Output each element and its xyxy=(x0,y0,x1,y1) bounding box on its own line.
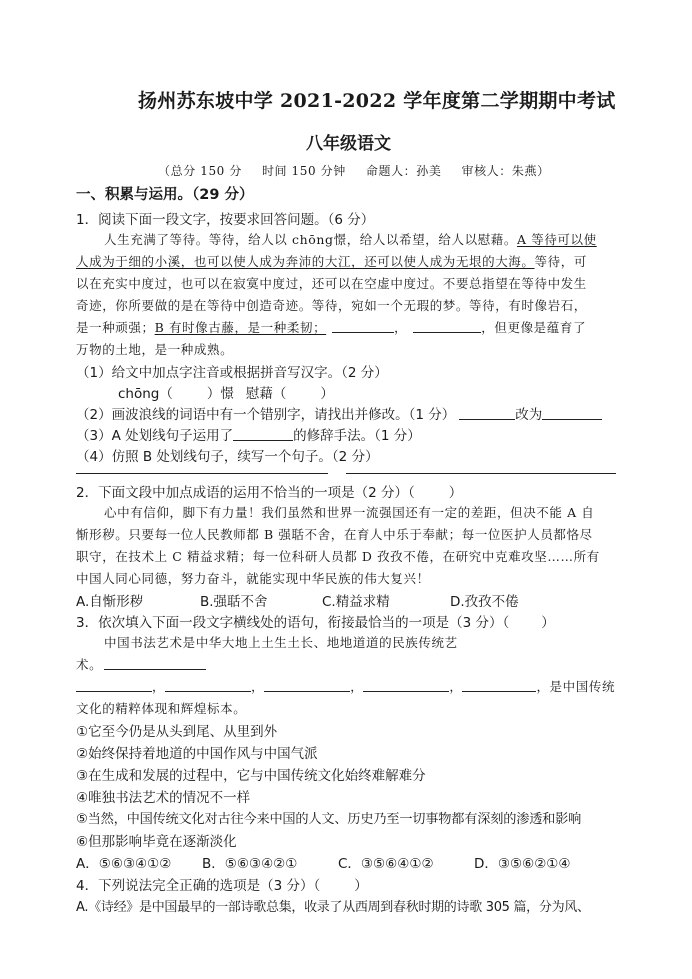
q3-choice-d[interactable]: D．③⑤⑥②①④ xyxy=(474,856,571,872)
q3-passage-line xyxy=(76,655,206,673)
q1-sub3-blank[interactable] xyxy=(233,428,293,441)
q3-item: ③在生成和发展的过程中，它与中国传统文化始终难解难分 xyxy=(76,768,426,784)
q4-option-a[interactable]: A.《诗经》是中国最早的一部诗歌总集，收录了从西周到春秋时期的诗歌 305 篇，分为风、 xyxy=(76,900,590,915)
q1-sub2-blank[interactable] xyxy=(459,407,515,420)
q1-sub3-text: （3）A 处划线句子运用了 xyxy=(76,428,234,444)
q2-option-c[interactable]: C.精益求精 xyxy=(322,594,390,610)
q4-stem xyxy=(76,874,368,894)
q2-stem-text: 2．下面文段中加点成语的运用不恰当的一项是（2 分）（ xyxy=(76,485,415,501)
q3-choice-c[interactable]: C．③⑤⑥④①② xyxy=(338,856,434,872)
q2-passage-line: 惭形秽。只要每一位人民教师都 B 强聒不舍，在育人中乐于奉献；每一位医护人员都恪尽 xyxy=(76,527,593,542)
q1-sub2-blank[interactable] xyxy=(542,407,602,420)
q1-passage-line: 万物的土地，是一种成熟。 xyxy=(76,342,234,357)
q3-stem xyxy=(76,611,555,631)
q1-passage-text: 是一种顽强； xyxy=(76,320,155,335)
q1-sub1-close: ） xyxy=(320,386,334,402)
q1-sub2-text: （2）画波浪线的词语中有一个错别字，请找出并修改。（1 分） xyxy=(76,407,456,423)
q2-option-d[interactable]: D.孜孜不倦 xyxy=(450,594,519,610)
q2-stem xyxy=(76,481,462,501)
q1-sub1-pinyin: chōng（ xyxy=(118,386,173,402)
q1-sentence-b: B 有时像古藤，是一种柔韧； xyxy=(154,320,327,335)
q1-sub3 xyxy=(76,424,421,444)
q2-passage-line: 职守，在技术上 C 精益求精；每一位科研人员都 D 孜孜不倦，在研究中克难攻坚……所有 xyxy=(76,549,600,564)
q3-fill-blank[interactable] xyxy=(462,679,536,692)
meta-reviewer: 审核人：朱燕） xyxy=(461,164,550,178)
q4-stem-close: ） xyxy=(354,878,368,894)
q1-sentence-a: A 等待可以使 xyxy=(517,232,597,247)
q1-sub1-word2: 慰藉（ xyxy=(245,386,287,402)
q1-sub3-text2: 的修辞手法。（1 分） xyxy=(293,428,421,444)
section-heading: 一、积累与运用。（29 分） xyxy=(76,187,254,203)
q4-stem-text: 4．下列说法完全正确的选项是（3 分）（ xyxy=(76,878,321,894)
q3-fill-blank[interactable] xyxy=(165,679,251,692)
q1-answer-blank[interactable] xyxy=(332,320,394,333)
q3-stem-text: 3．依次填入下面一段文字横线处的语句，衔接最恰当的一项是（3 分）（ xyxy=(76,615,510,631)
q2-passage-line: 中国人同心同德，努力奋斗，就能实现中华民族的伟大复兴！ xyxy=(76,571,430,586)
q3-fill-blank[interactable] xyxy=(264,679,350,692)
q1-passage-text: ，但更像是蕴育了 xyxy=(481,320,587,335)
q1-passage-text: 等待，可 xyxy=(534,254,587,269)
q3-item: ④唯独书法艺术的情况不一样 xyxy=(76,790,251,806)
q1-passage-line xyxy=(76,318,586,336)
q2-passage-line: 心中有信仰，脚下有力量！我们虽然和世界一流强国还有一定的差距，但决不能 A 自 xyxy=(104,505,595,520)
q3-choice-b[interactable]: B．⑤⑥③④②① xyxy=(202,856,298,872)
q3-passage-text: ，是中国传统 xyxy=(536,679,616,694)
q3-item: ①它至今仍是从头到尾、从里到外 xyxy=(76,724,278,740)
q1-sub4-answer-line[interactable] xyxy=(76,473,328,474)
q1-passage-line: 奇迹，你所要做的是在等待中创造奇迹。等待，宛如一个无瑕的梦。等待，有时像岩石， xyxy=(76,298,587,313)
q1-sub1: （1）给文中加点字注音或根据拼音写汉字。（2 分） xyxy=(76,365,388,381)
q1-passage-text: 人生充满了等待。等待，给人以 chōng憬，给人以希望，给人以慰藉。 xyxy=(104,232,518,247)
q1-sub1-word: ）憬 xyxy=(206,386,234,402)
q3-stem-close: ） xyxy=(541,615,555,631)
q3-passage-line: 文化的精粹体现和辉煌标本。 xyxy=(76,701,247,716)
q1-sentence-a-cont: 人成为于细的小溪，也可以使人成为奔沛的大江，还可以使人成为无垠的大海。 xyxy=(76,254,535,269)
q3-passage-text: 术。 xyxy=(76,657,103,672)
q3-fill-blank[interactable] xyxy=(76,679,152,692)
exam-meta xyxy=(158,162,550,179)
q3-passage-line: ， ， ， ， ，是中国传统 xyxy=(76,677,615,695)
q1-answer-blank[interactable] xyxy=(413,320,481,333)
q1-comma: ， xyxy=(394,320,408,335)
meta-total: （总分 150 分 xyxy=(158,164,242,178)
q1-stem: 1．阅读下面一段文字，按要求回答问题。（6 分） xyxy=(76,212,375,228)
q3-item: ⑤当然，中国传统文化对古往今来中国的人文、历史乃至一切事物都有深刻的渗透和影响 xyxy=(76,812,582,827)
q2-stem-close: ） xyxy=(448,485,463,501)
q3-item: ⑥但那影响毕竟在逐渐淡化 xyxy=(76,834,237,850)
meta-time: 时间 150 分钟 xyxy=(261,164,346,178)
q1-sub2-change: 改为 xyxy=(515,407,543,423)
q1-sub4: （4）仿照 B 处划线句子，续写一个句子。（2 分） xyxy=(76,449,379,465)
exam-subject: 八年级语文 xyxy=(306,134,391,154)
q3-choice-a[interactable]: A．⑤⑥③④①② xyxy=(76,856,172,872)
q3-passage-line: 中国书法艺术是中华大地上土生土长、地地道道的民族传统艺 xyxy=(104,635,458,650)
q1-passage-line xyxy=(104,230,597,248)
q3-fill-blank[interactable] xyxy=(363,679,449,692)
exam-title: 扬州苏东坡中学 2021-2022 学年度第二学期期中考试 xyxy=(138,90,616,112)
q3-fill-blank[interactable] xyxy=(104,657,206,670)
q1-sub4-answer-line[interactable] xyxy=(346,473,616,474)
q3-item: ②始终保持着地道的中国作风与中国气派 xyxy=(76,746,318,762)
meta-author: 命题人：孙美 xyxy=(365,164,442,178)
q2-option-b[interactable]: B.强聒不舍 xyxy=(200,594,268,610)
q1-sub2 xyxy=(76,403,602,423)
q1-sub1-items xyxy=(118,382,334,402)
q1-passage-line xyxy=(76,252,587,270)
q2-option-a[interactable]: A.自惭形秽 xyxy=(76,594,144,610)
q1-passage-line: 以在充实中度过，也可以在寂寞中度过，还可以在空虚中度过。不要总指望在等待中发生 xyxy=(76,276,587,291)
